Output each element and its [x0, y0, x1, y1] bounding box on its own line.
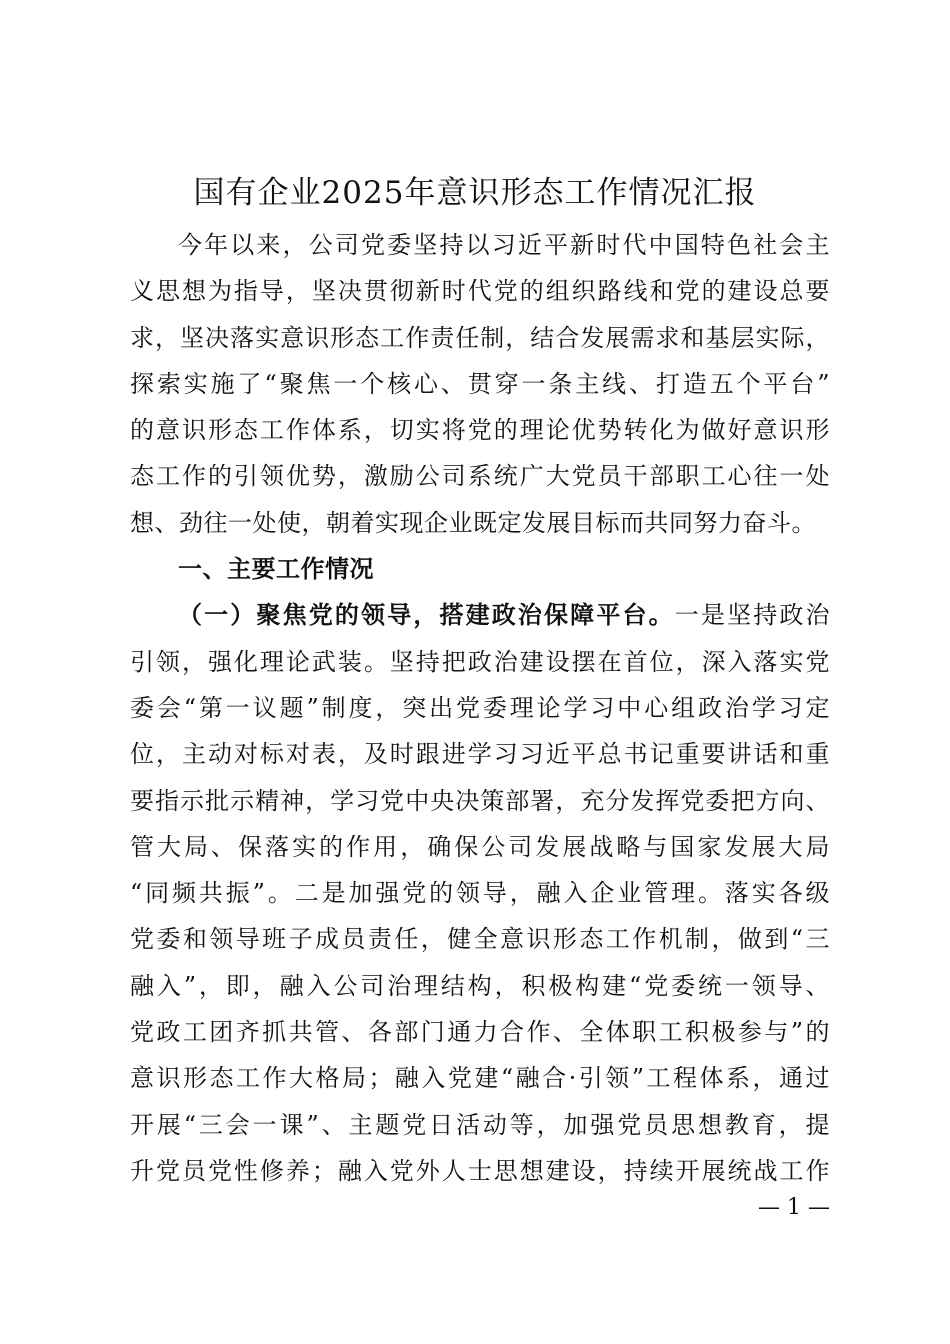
paragraph-line: 位，主动对标对表，及时跟进学习习近平总书记重要讲话和重	[130, 740, 830, 769]
paragraph-line: 管大局、保落实的作用，确保公司发展战略与国家发展大局	[130, 832, 830, 861]
intro-line: 想、劲往一处使，朝着实现企业既定发展目标而共同努力奋斗。	[130, 508, 816, 537]
intro-line: 义思想为指导，坚决贯彻新时代党的组织路线和党的建设总要	[130, 277, 830, 306]
intro-line: 求，坚决落实意识形态工作责任制，结合发展需求和基层实际，	[130, 323, 830, 352]
intro-line: 今年以来，公司党委坚持以习近平新时代中国特色社会主	[178, 231, 830, 259]
intro-line: 探索实施了“聚焦一个核心、贯穿一条主线、打造五个平台”	[130, 369, 830, 398]
section-heading: 一、主要工作情况	[178, 555, 374, 584]
paragraph-line: 开展“三会一课”、主题党日活动等，加强党员思想教育，提	[130, 1110, 830, 1139]
document-body	[130, 222, 830, 1194]
paragraph-line: 升党员党性修养；融入党外人士思想建设，持续开展统战工作	[130, 1156, 830, 1185]
page-number: — 1 —	[758, 1195, 830, 1220]
subsection-first-line-rest: 一是坚持政治	[674, 601, 831, 630]
paragraph-line: 党委和领导班子成员责任，健全意识形态工作机制，做到“三	[130, 925, 830, 954]
intro-line: 的意识形态工作体系，切实将党的理论优势转化为做好意识形	[130, 416, 830, 445]
document-title: 国有企业2025年意识形态工作情况汇报	[193, 175, 757, 211]
paragraph-line: “同频共振”。二是加强党的领导，融入企业管理。落实各级	[130, 879, 830, 908]
paragraph-line: 融入”，即，融入公司治理结构，积极构建“党委统一领导、	[130, 971, 830, 1000]
paragraph-line: 引领，强化理论武装。坚持把政治建设摆在首位，深入落实党	[130, 647, 830, 676]
paragraph-line: 委会“第一议题”制度，突出党委理论学习中心组政治学习定	[130, 693, 830, 722]
subsection-first-line	[130, 592, 830, 638]
subsection-heading: （一）聚焦党的领导，搭建政治保障平台。	[178, 600, 675, 630]
paragraph-line: 党政工团齐抓共管、各部门通力合作、全体职工积极参与”的	[130, 1018, 830, 1047]
paragraph-line: 意识形态工作大格局；融入党建“融合·引领”工程体系，通过	[130, 1064, 830, 1093]
paragraph-line: 要指示批示精神，学习党中央决策部署，充分发挥党委把方向、	[130, 786, 830, 815]
intro-line: 态工作的引领优势，激励公司系统广大党员干部职工心往一处	[130, 462, 830, 491]
